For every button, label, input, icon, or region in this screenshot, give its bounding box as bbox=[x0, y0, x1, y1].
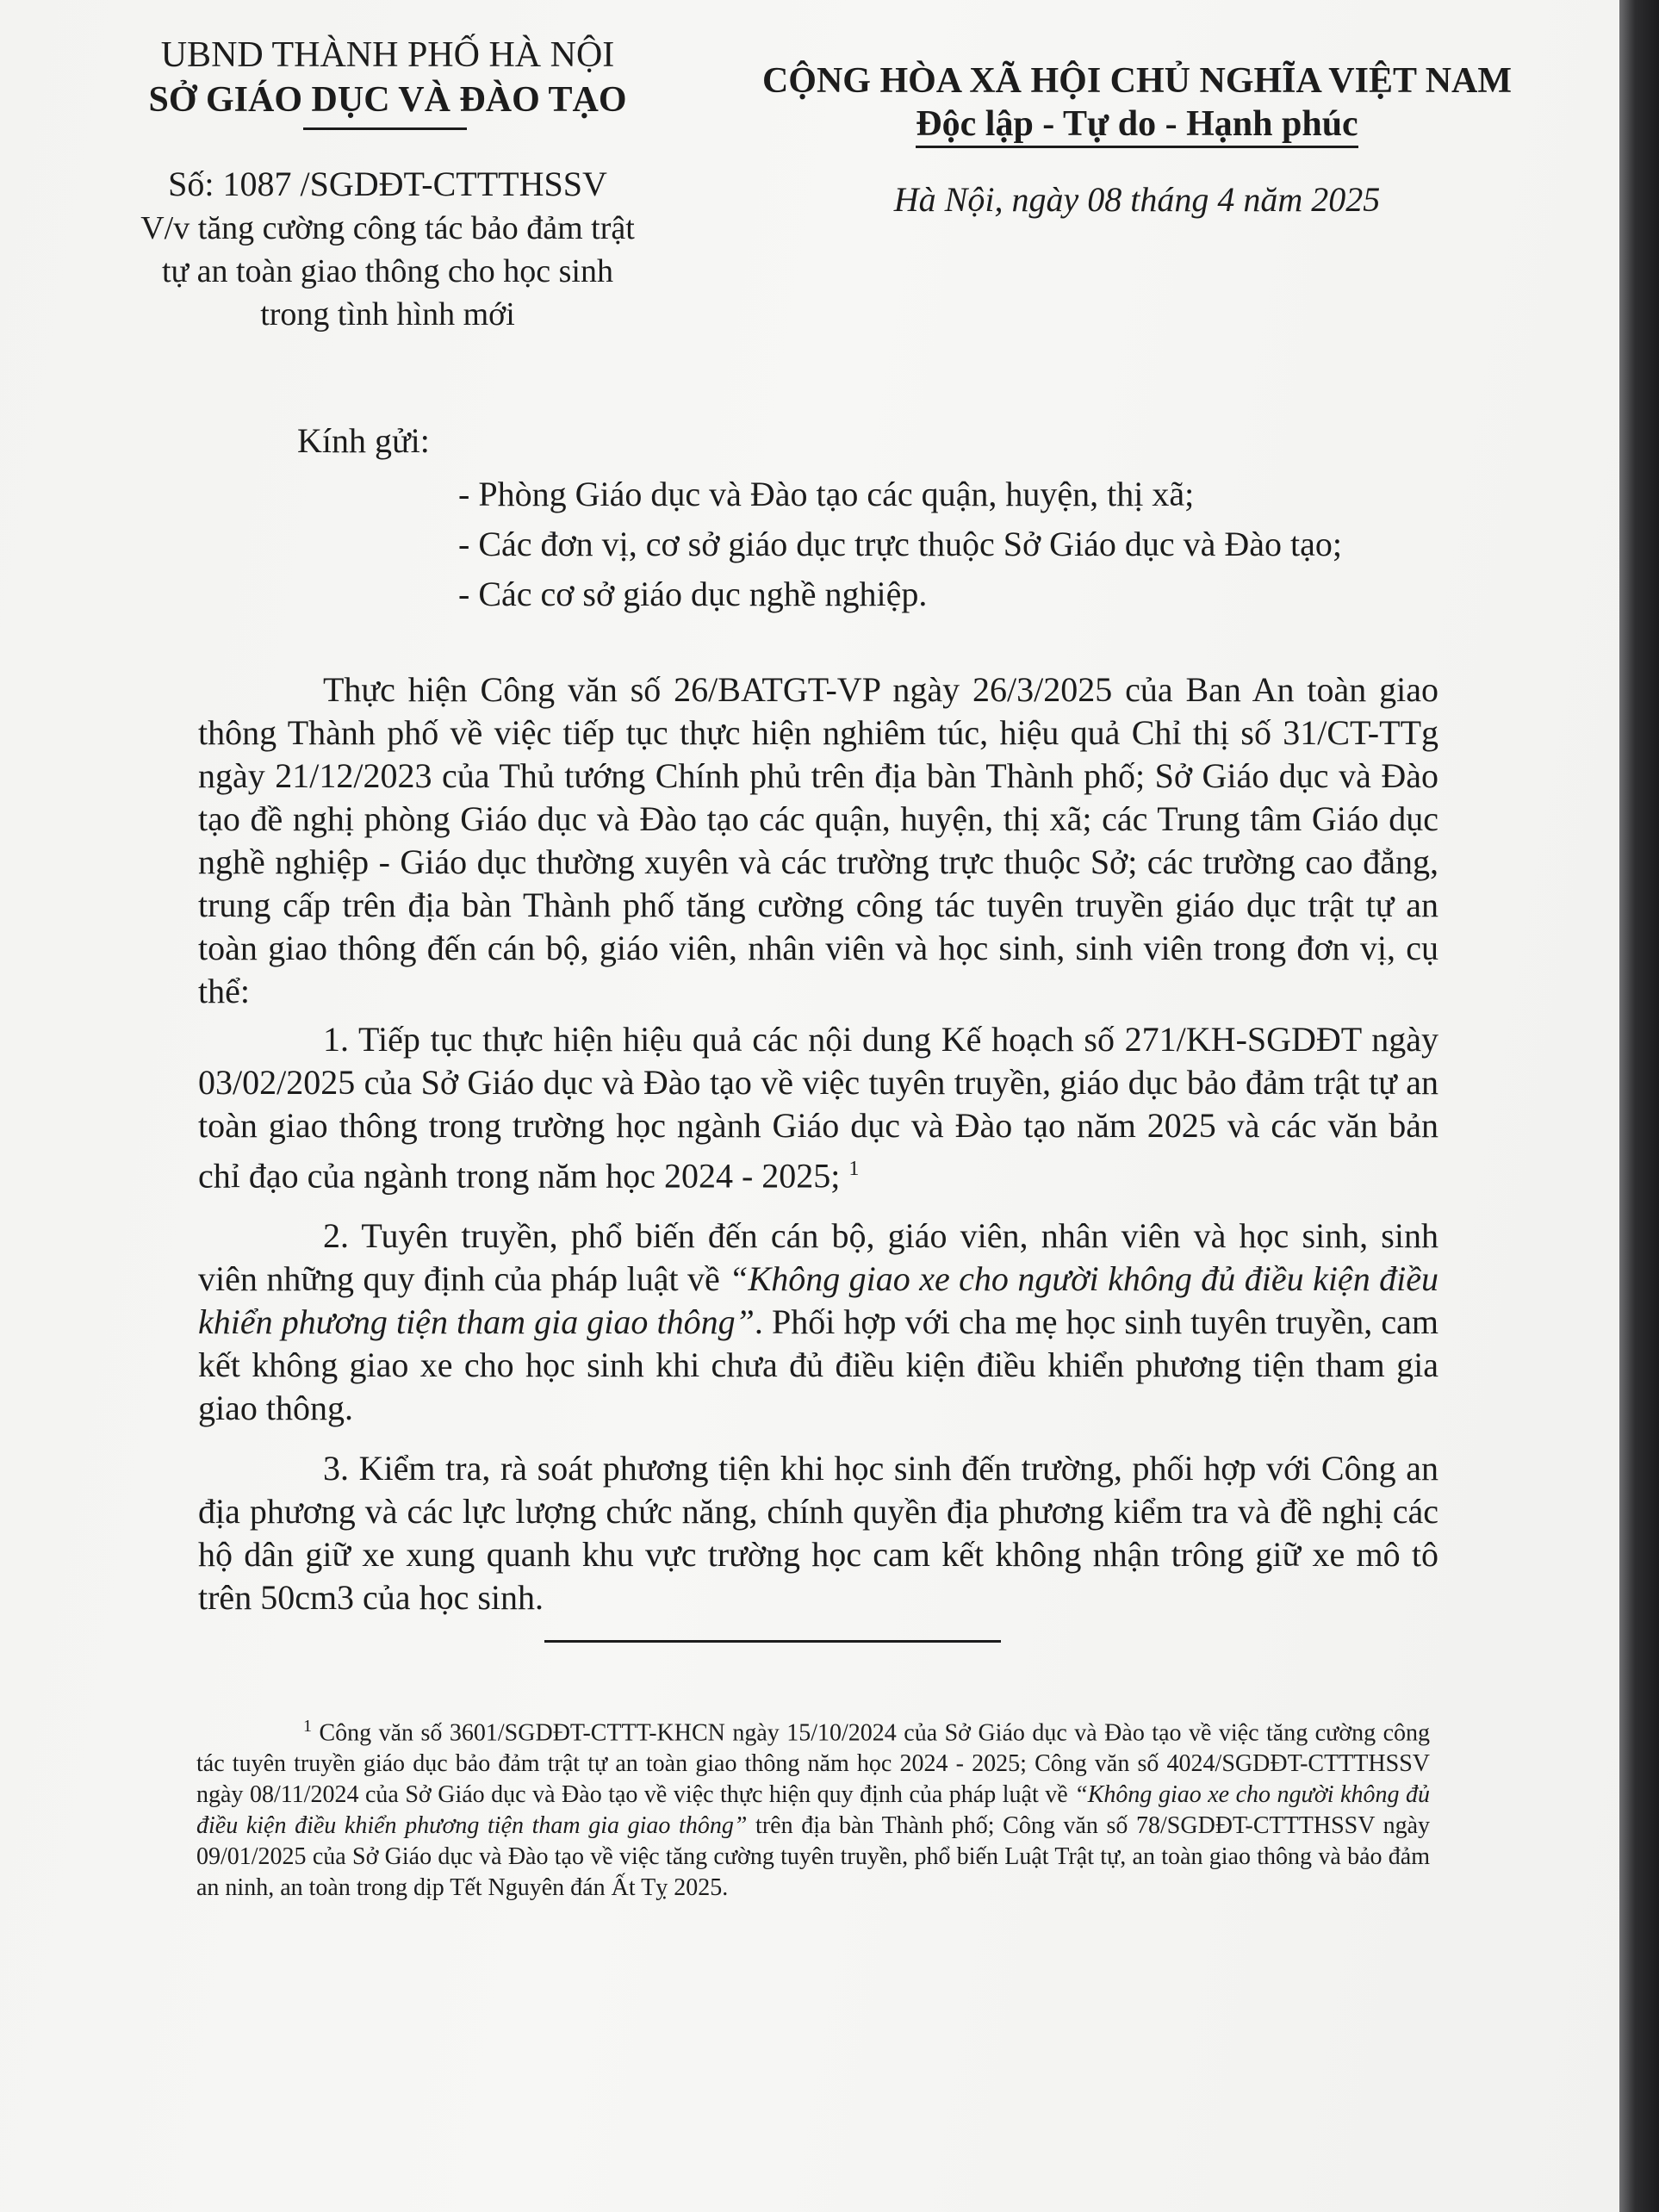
item-2-text-a: 2. Tuyên truyền, phổ biến đến cán bộ, giáo viên, nhân viên và học sinh, sinh viên những quy định của pháp luật về bbox=[198, 1216, 1438, 1299]
footnote-reference: 1 bbox=[848, 1158, 860, 1180]
item-2-text-b: . Phối hợp với cha mẹ học sinh tuyên truyền, cam kết không giao xe cho học sinh khi chưa đủ điều kiện điều khiển phương tiện tham gia giao thông. bbox=[198, 1302, 1438, 1428]
footnote-text-a: Công văn số 3601/SGDĐT-CTTT-KHCN ngày 15/10/2024 của Sở Giáo dục và Đào tạo về việc tăng cường công tác tuyên truyền giáo dục bảo đảm trật tự an toàn giao thông năm học 2024 - 2025; Công văn số 4024/SGDĐT-CTTTHSSV ngày 08/11/2024 của Sở Giáo dục và Đào tạo về việc thực hiện quy định của pháp luật về bbox=[196, 1719, 1430, 1809]
agency-underline bbox=[303, 127, 467, 130]
recipient-list bbox=[458, 469, 1342, 619]
footnote bbox=[196, 1711, 1430, 1904]
footnote-text-b: trên địa bàn Thành phố; Công văn số 78/SGDĐT-CTTTHSSV ngày 09/01/2025 của Sở Giáo dục và Đào tạo về việc tăng cường tuyên truyền, phổ biến Luật Trật tự, an toàn giao thông và bảo đảm an ninh, an toàn trong dịp Tết Nguyên đán Ất Tỵ 2025. bbox=[196, 1812, 1430, 1902]
national-motto bbox=[706, 103, 1568, 145]
page-edge-shadow bbox=[1619, 0, 1659, 2212]
recipient-item: - Phòng Giáo dục và Đào tạo các quận, huyện, thị xã; bbox=[458, 475, 1195, 513]
item-1-paragraph bbox=[198, 1018, 1438, 1197]
place-and-date: Hà Nội, ngày 08 tháng 4 năm 2025 bbox=[893, 180, 1381, 219]
greeting: Kính gửi: bbox=[297, 421, 430, 460]
item-1-text: 1. Tiếp tục thực hiện hiệu quả các nội dung Kế hoạch số 271/KH-SGDĐT ngày 03/02/2025 của Sở Giáo dục và Đào tạo về việc tuyên truyền, giáo dục bảo đảm trật tự an toàn giao thông trong trường học ngành Giáo dục và Đào tạo năm 2025 và các văn bản chỉ đạo của ngành trong năm học 2024 - 2025; bbox=[198, 1020, 1438, 1196]
item-2-quote: “Không giao xe cho người không đủ điều kiện điều khiển phương tiện tham gia giao thông” bbox=[198, 1259, 1439, 1342]
item-2-paragraph bbox=[198, 1215, 1438, 1430]
document-number: Số: 1087 /SGDĐT-CTTTHSSV bbox=[168, 165, 607, 203]
item-3-paragraph: 3. Kiểm tra, rà soát phương tiện khi học sinh đến trường, phối hợp với Công an địa phương và các lực lượng chức năng, chính quyền địa phương kiểm tra và đề nghị các hộ dân giữ xe xung quanh khu vực trường học cam kết không nhận trông giữ xe mô tô trên 50cm3 của học sinh. bbox=[198, 1449, 1438, 1618]
national-motto-text: Độc lập - Tự do - Hạnh phúc bbox=[916, 104, 1358, 148]
agency-name-parent: UBND THÀNH PHỐ HÀ NỘI bbox=[160, 35, 615, 75]
intro-paragraph: Thực hiện Công văn số 26/BATGT-VP ngày 26/3/2025 của Ban An toàn giao thông Thành phố về việc tiếp tục thực hiện nghiêm túc, hiệu quả Chỉ thị số 31/CT-TTg ngày 21/12/2023 của Thủ tướng Chính phủ trên địa bàn Thành phố; Sở Giáo dục và Đào tạo đề nghị phòng Giáo dục và Đào tạo các quận, huyện, thị xã; các Trung tâm Giáo dục nghề nghiệp - Giáo dục thường xuyên và các trường trực thuộc Sở; các trường cao đẳng, trung cấp trên địa bàn Thành phố tăng cường công tác tuyên truyền giáo dục trật tự an toàn giao thông đến cán bộ, giáo viên, nhân viên và học sinh, sinh viên trong đơn vị, cụ thể: bbox=[198, 670, 1438, 1010]
recipient-item: - Các cơ sở giáo dục nghề nghiệp. bbox=[458, 575, 928, 613]
document-body bbox=[198, 668, 1438, 1637]
recipient-item: - Các đơn vị, cơ sở giáo dục trực thuộc Sở Giáo dục và Đào tạo; bbox=[458, 525, 1343, 563]
document-subject: V/v tăng cường công tác bảo đảm trật tự an toàn giao thông cho học sinh trong tình hình mới bbox=[140, 210, 635, 332]
agency-name: SỞ GIÁO DỤC VÀ ĐÀO TẠO bbox=[148, 80, 627, 120]
footnote-separator bbox=[544, 1640, 1001, 1643]
footnote-marker: 1 bbox=[303, 1717, 312, 1736]
footnote-quote: “Không giao xe cho người không đủ điều kiện điều khiển phương tiện tham gia giao thông” bbox=[196, 1781, 1430, 1840]
national-title: CỘNG HÒA XÃ HỘI CHỦ NGHĨA VIỆT NAM bbox=[761, 61, 1513, 101]
